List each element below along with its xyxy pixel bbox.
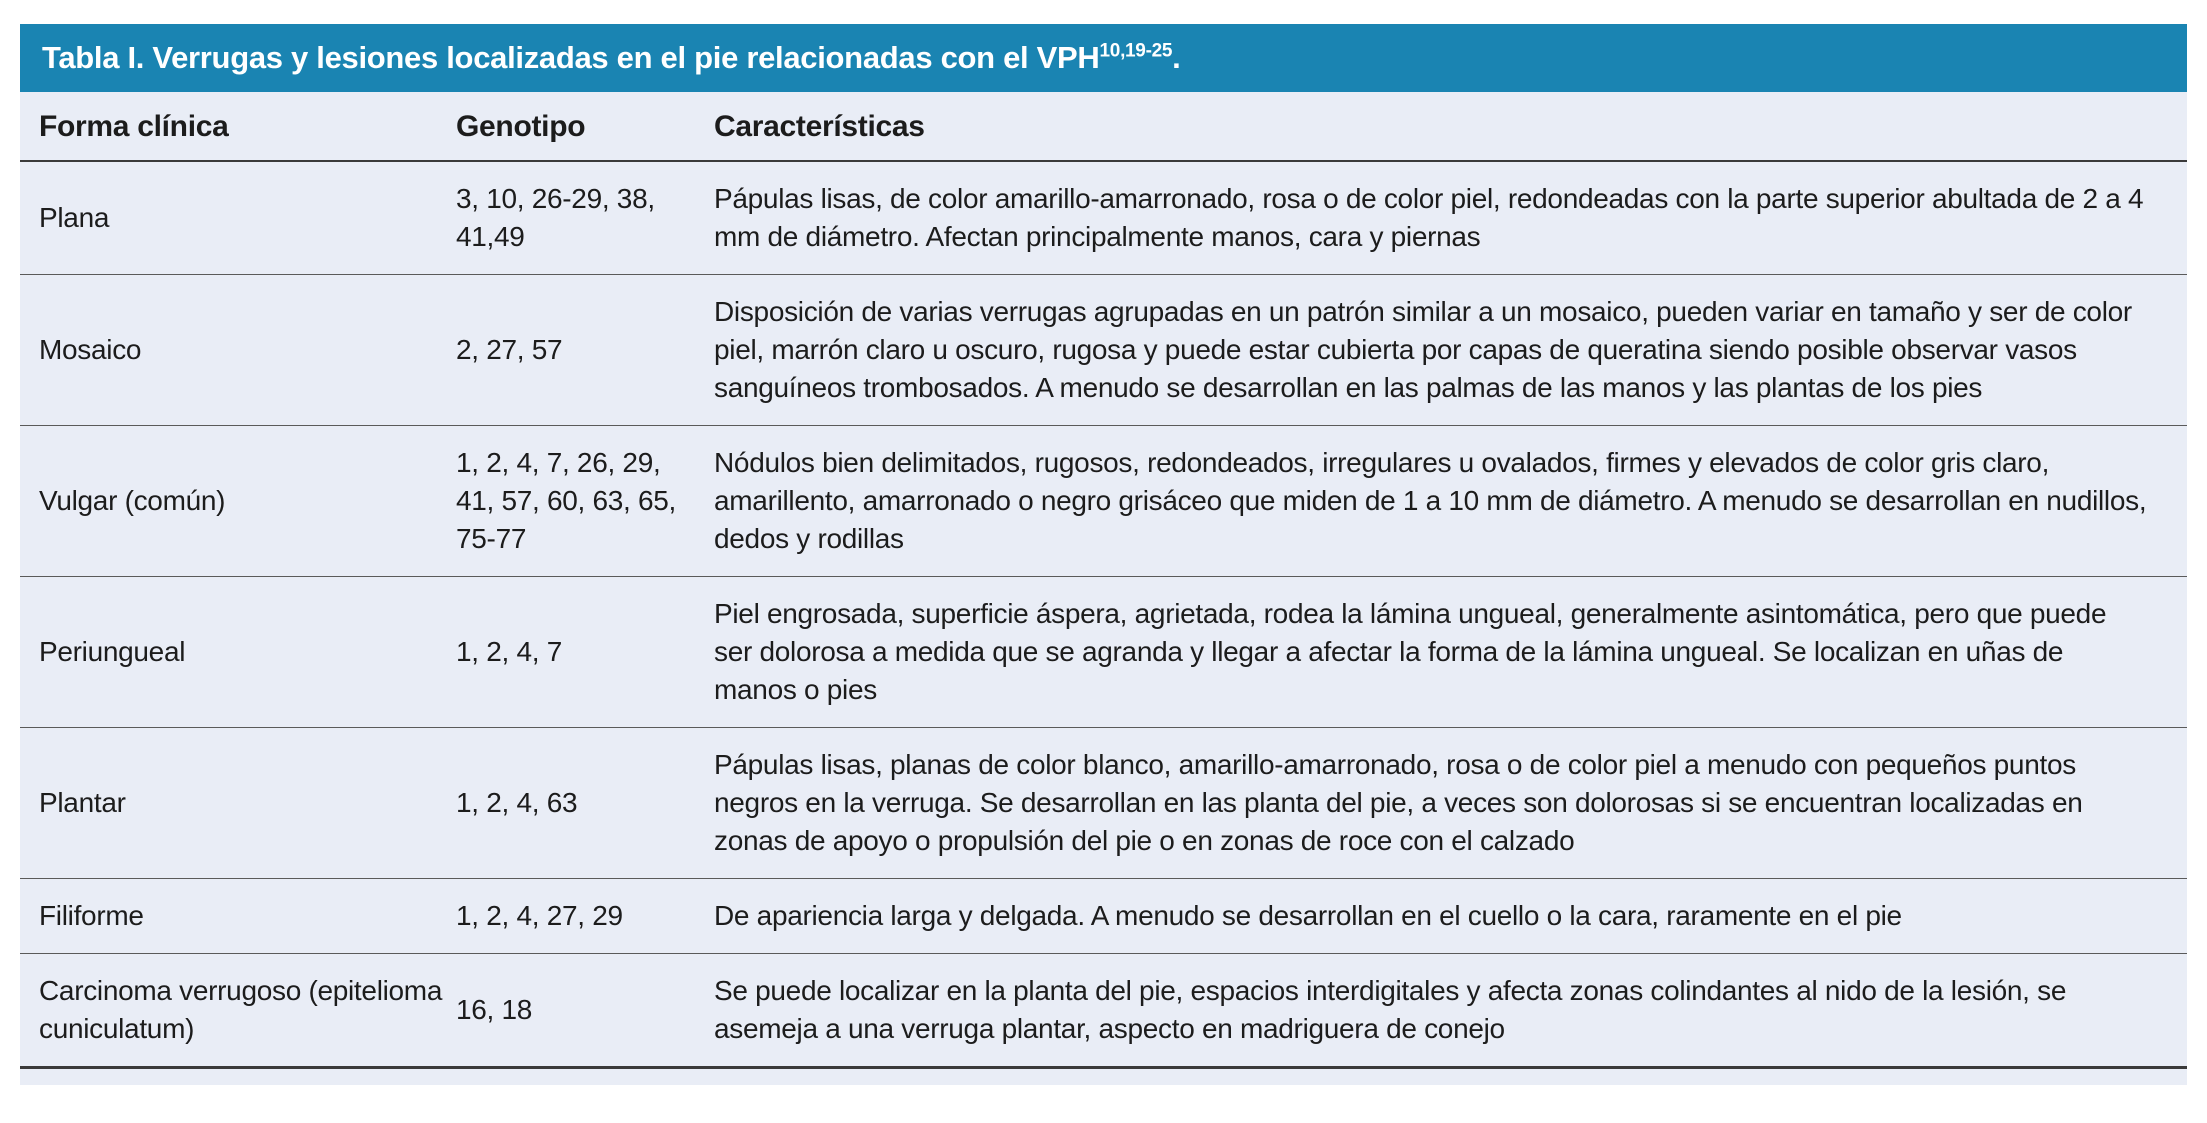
cell-caracteristicas: Pápulas lisas, de color amarillo-amarronado, rosa o de color piel, redondeadas con la parte superior abultada de 2 a 4 mm de diámetro. Afectan principalmente manos, cara y piernas [714, 161, 2187, 275]
table-row-periungueal [20, 577, 2187, 728]
table-title-period: . [1172, 40, 1181, 75]
cell-caracteristicas: Nódulos bien delimitados, rugosos, redondeados, irregulares u ovalados, firmes y elevados de color gris claro, amarillento, amarronado o negro grisáceo que miden de 1 a 10 mm de diámetro. A menudo se desarrollan en nudillos, dedos y rodillas [714, 426, 2187, 577]
table-row-plantar [20, 728, 2187, 879]
cell-forma-clinica: Plana [20, 161, 456, 275]
table-body-area [20, 92, 2187, 1085]
table-title [42, 40, 1180, 76]
header-row [20, 92, 2187, 161]
cell-genotipo: 3, 10, 26-29, 38, 41,49 [456, 161, 714, 275]
table-title-text: Tabla I. Verrugas y lesiones localizadas en el pie relacionadas con el VPH [42, 40, 1100, 75]
cell-caracteristicas: Disposición de varias verrugas agrupadas en un patrón similar a un mosaico, pueden variar en tamaño y ser de color piel, marrón claro u oscuro, rugosa y puede estar cubierta por capas de queratina siendo posible observar vasos sanguíneos trombosados. A menudo se desarrollan en las palmas de las manos y las plantas de los pies [714, 275, 2187, 426]
table-row-filiforme [20, 879, 2187, 954]
cell-forma-clinica: Mosaico [20, 275, 456, 426]
cell-genotipo: 2, 27, 57 [456, 275, 714, 426]
cell-genotipo: 1, 2, 4, 27, 29 [456, 879, 714, 954]
column-header-forma-clinica: Forma clínica [20, 92, 456, 161]
cell-caracteristicas: Pápulas lisas, planas de color blanco, amarillo-amarronado, rosa o de color piel a menudo con pequeños puntos negros en la verruga. Se desarrollan en las planta del pie, a veces son dolorosas si se encuentran localizadas en zonas de apoyo o propulsión del pie o en zonas de roce con el calzado [714, 728, 2187, 879]
cell-genotipo: 1, 2, 4, 63 [456, 728, 714, 879]
cell-forma-clinica: Vulgar (común) [20, 426, 456, 577]
table-row-plana [20, 161, 2187, 275]
title-reference-superscript: 10,19-25 [1099, 40, 1173, 62]
cell-genotipo: 16, 18 [456, 954, 714, 1068]
clinical-forms-table [20, 92, 2187, 1069]
cell-caracteristicas: Se puede localizar en la planta del pie, espacios interdigitales y afecta zonas colindantes al nido de la lesión, se asemeja a una verruga plantar, aspecto en madriguera de conejo [714, 954, 2187, 1068]
cell-caracteristicas: Piel engrosada, superficie áspera, agrietada, rodea la lámina ungueal, generalmente asintomática, pero que puede ser dolorosa a medida que se agranda y llegar a afectar la forma de la lámina ungueal. Se localizan en uñas de manos o pies [714, 577, 2187, 728]
cell-genotipo: 1, 2, 4, 7, 26, 29, 41, 57, 60, 63, 65, 75-77 [456, 426, 714, 577]
cell-forma-clinica: Filiforme [20, 879, 456, 954]
column-header-caracteristicas: Características [714, 92, 2187, 161]
cell-forma-clinica: Plantar [20, 728, 456, 879]
table-row-vulgar [20, 426, 2187, 577]
cell-forma-clinica: Periungueal [20, 577, 456, 728]
cell-forma-clinica: Carcinoma verrugoso (epitelioma cuniculatum) [20, 954, 456, 1068]
column-header-genotipo: Genotipo [456, 92, 714, 161]
table-row-mosaico [20, 275, 2187, 426]
table-title-bar [20, 24, 2187, 92]
table-row-carcinoma-verrugoso [20, 954, 2187, 1068]
cell-genotipo: 1, 2, 4, 7 [456, 577, 714, 728]
cell-caracteristicas: De apariencia larga y delgada. A menudo se desarrollan en el cuello o la cara, raramente en el pie [714, 879, 2187, 954]
